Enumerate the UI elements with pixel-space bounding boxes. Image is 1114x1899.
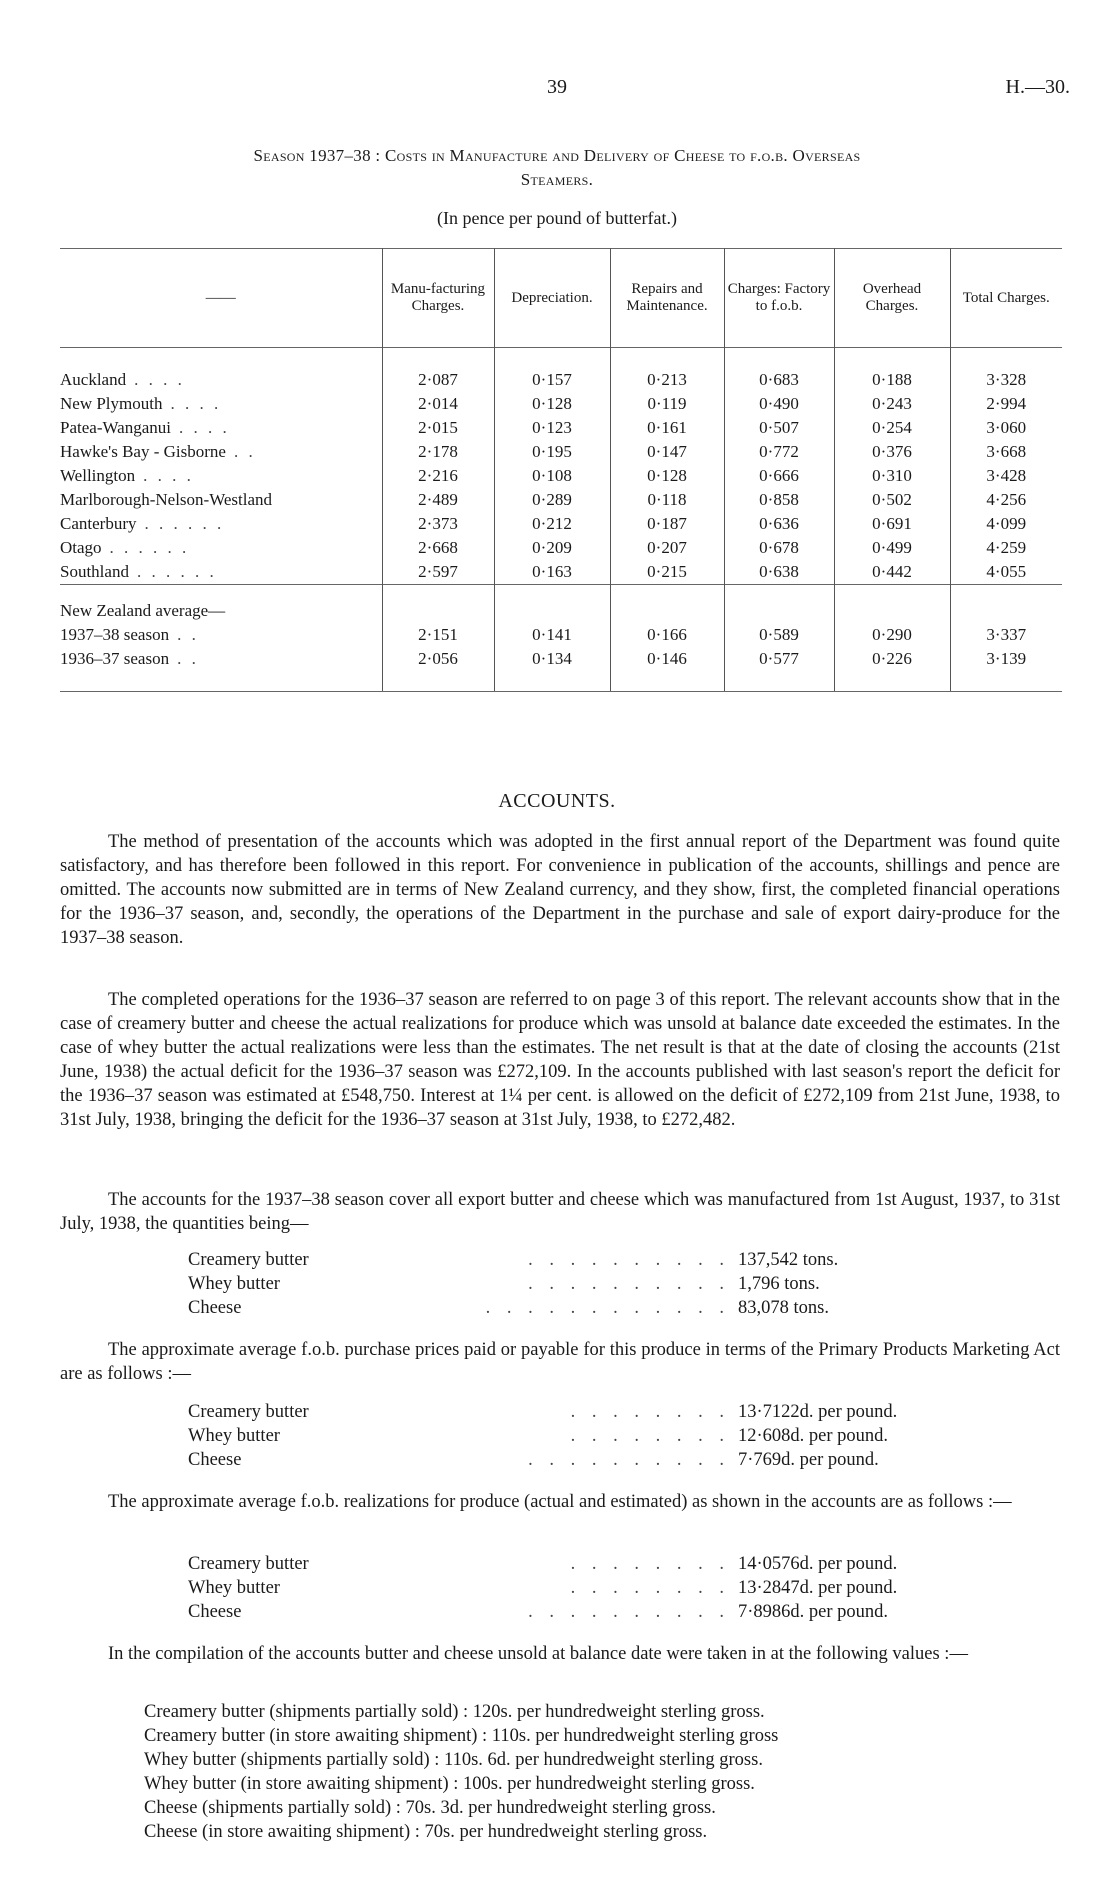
row-label-text: 1937–38 season bbox=[60, 625, 170, 644]
column-header-charges-fob: Charges: Factory to f.o.b. bbox=[724, 249, 834, 348]
row-label bbox=[60, 416, 382, 440]
page-number: 39 bbox=[547, 76, 567, 98]
list-item-dots: . . . . . . . . . . bbox=[528, 1602, 730, 1622]
list-item-dots: . . . . . . . . bbox=[570, 1554, 730, 1574]
table-header-row bbox=[60, 249, 1062, 348]
list-item-value: 14·0576d. per pound. bbox=[738, 1554, 898, 1574]
column-header-district: —— bbox=[205, 289, 236, 306]
table-cell: 0·577 bbox=[724, 647, 834, 692]
table-cell: 0·187 bbox=[610, 512, 724, 536]
accounts-paragraph-2: The completed operations for the 1936–37 season are referred to on page 3 of this report. The relevant accounts show that in the case of creamery butter and cheese the actual realizations for produce which was unsold at balance date exceeded the estimates. In the case of whey butter the actual realizations were less than the estimates. The net result is that at the date of closing the accounts (21st June, 1938) the actual deficit for the 1936–37 season was £272,109. In the accounts published with last season's report the deficit for the 1936–37 season was estimated at £548,750. Interest at 1¼ per cent. is allowed on the deficit of £272,109 from 21st June, 1938, to 31st July, 1938, bringing the deficit for the 1936–37 season at 31st July, 1938, to £272,482. bbox=[60, 990, 1060, 1130]
column-header-overhead: Overhead Charges. bbox=[834, 249, 950, 348]
list-item-value: 1,796 tons. bbox=[738, 1274, 820, 1294]
row-label-text: Wellington bbox=[60, 466, 136, 485]
leader-dots: . . . . bbox=[143, 466, 194, 485]
table-cell: 3·139 bbox=[950, 647, 1062, 692]
table-cell: 0·213 bbox=[610, 348, 724, 393]
row-label bbox=[60, 440, 382, 464]
table-cell: 0·157 bbox=[494, 348, 610, 393]
purchase-prices-list bbox=[188, 1400, 928, 1472]
table-row bbox=[60, 623, 1062, 647]
table-cell: 0·134 bbox=[494, 647, 610, 692]
table-cell: 2·216 bbox=[382, 464, 494, 488]
table-cell: 0·638 bbox=[724, 560, 834, 585]
table-cell: 0·207 bbox=[610, 536, 724, 560]
table-cell: 4·099 bbox=[950, 512, 1062, 536]
table-cell: 0·215 bbox=[610, 560, 724, 585]
table-cell: 2·087 bbox=[382, 348, 494, 393]
list-item-name: Whey butter bbox=[188, 1426, 280, 1446]
row-label-text: 1936–37 season bbox=[60, 649, 170, 668]
leader-dots: . . . . bbox=[134, 370, 185, 389]
row-label-text: Hawke's Bay - Gisborne bbox=[60, 442, 226, 461]
table-cell: 2·489 bbox=[382, 488, 494, 512]
list-item-name: Cheese bbox=[188, 1450, 242, 1470]
list-item-dots: . . . . . . . . . . bbox=[528, 1274, 730, 1294]
list-item-name: Whey butter bbox=[188, 1274, 280, 1294]
table-cell: 2·373 bbox=[382, 512, 494, 536]
table-cell: 0·310 bbox=[834, 464, 950, 488]
list-item-value: 13·2847d. per pound. bbox=[738, 1578, 898, 1598]
leader-dots: . . . . . . bbox=[109, 538, 190, 557]
table-row bbox=[60, 348, 1062, 393]
realizations-list bbox=[188, 1552, 928, 1624]
table-cell: 3·337 bbox=[950, 623, 1062, 647]
table-cell: 0·163 bbox=[494, 560, 610, 585]
accounts-heading: ACCOUNTS. bbox=[498, 790, 616, 812]
table-cell: 0·289 bbox=[494, 488, 610, 512]
table-cell: 0·147 bbox=[610, 440, 724, 464]
row-label-text: Otago bbox=[60, 538, 102, 557]
list-item-name: Whey butter bbox=[188, 1578, 280, 1598]
table-cell: 0·123 bbox=[494, 416, 610, 440]
list-item-dots: . . . . . . . . . . . . bbox=[485, 1298, 730, 1318]
table-row bbox=[60, 416, 1062, 440]
page-header bbox=[0, 76, 1114, 106]
list-item: Whey butter (in store awaiting shipment) : 100s. per hundredweight sterling gross. bbox=[144, 1774, 755, 1794]
accounts-paragraph-5: The approximate average f.o.b. realizations for produce (actual and estimated) as shown in the accounts are as follows :— bbox=[108, 1492, 1012, 1512]
table-cell: 0·243 bbox=[834, 392, 950, 416]
table-cell: 2·056 bbox=[382, 647, 494, 692]
column-header-total: Total Charges. bbox=[950, 249, 1062, 348]
list-item-name: Creamery butter bbox=[188, 1402, 309, 1422]
costs-table bbox=[60, 248, 1062, 692]
average-heading: New Zealand average— bbox=[60, 585, 382, 624]
district-rows bbox=[60, 348, 1062, 585]
row-label bbox=[60, 647, 382, 692]
leader-dots: . . . . . . bbox=[144, 514, 225, 533]
row-label bbox=[60, 536, 382, 560]
list-item-name: Cheese bbox=[188, 1602, 242, 1622]
table-cell: 0·678 bbox=[724, 536, 834, 560]
leader-dots: . . . . . . bbox=[136, 562, 217, 581]
list-item bbox=[188, 1248, 928, 1272]
average-rows bbox=[60, 585, 1062, 624]
table-cell: 3·428 bbox=[950, 464, 1062, 488]
table-cell: 0·691 bbox=[834, 512, 950, 536]
table-cell: 0·209 bbox=[494, 536, 610, 560]
table-cell: 0·683 bbox=[724, 348, 834, 393]
list-item-value: 7·769d. per pound. bbox=[738, 1450, 879, 1470]
row-label bbox=[60, 348, 382, 393]
table-cell: 0·119 bbox=[610, 392, 724, 416]
table-row bbox=[60, 392, 1062, 416]
table-row bbox=[60, 647, 1062, 692]
table-title bbox=[80, 144, 1034, 192]
row-label bbox=[60, 623, 382, 647]
table-cell: 0·108 bbox=[494, 464, 610, 488]
table-cell: 2·178 bbox=[382, 440, 494, 464]
list-item: Cheese (shipments partially sold) : 70s. 3d. per hundredweight sterling gross. bbox=[144, 1798, 716, 1818]
list-item-value: 13·7122d. per pound. bbox=[738, 1402, 898, 1422]
table-cell: 0·507 bbox=[724, 416, 834, 440]
quantities-list bbox=[188, 1248, 928, 1320]
list-item bbox=[188, 1448, 928, 1472]
table-row bbox=[60, 560, 1062, 585]
table-cell: 4·259 bbox=[950, 536, 1062, 560]
table-row bbox=[60, 440, 1062, 464]
list-item: Whey butter (shipments partially sold) : 110s. 6d. per hundredweight sterling gross. bbox=[144, 1750, 763, 1770]
list-item-dots: . . . . . . . . bbox=[570, 1426, 730, 1446]
table-cell: 0·666 bbox=[724, 464, 834, 488]
table-cell: 0·636 bbox=[724, 512, 834, 536]
list-item bbox=[188, 1600, 928, 1624]
column-header-manufacturing: Manu-facturing Charges. bbox=[382, 249, 494, 348]
table-cell: 0·118 bbox=[610, 488, 724, 512]
table-cell: 0·442 bbox=[834, 560, 950, 585]
list-item-value: 83,078 tons. bbox=[738, 1298, 829, 1318]
table-cell: 0·195 bbox=[494, 440, 610, 464]
table-cell: 4·256 bbox=[950, 488, 1062, 512]
accounts-paragraph-4: The approximate average f.o.b. purchase prices paid or payable for this produce in terms of the Primary Products Marketing Act are as follows :— bbox=[60, 1340, 1060, 1384]
table-row bbox=[60, 464, 1062, 488]
table-cell: 3·668 bbox=[950, 440, 1062, 464]
leader-dots: . . . . bbox=[178, 418, 230, 437]
table-cell: 0·161 bbox=[610, 416, 724, 440]
table-cell: 0·772 bbox=[724, 440, 834, 464]
table-cell: 0·490 bbox=[724, 392, 834, 416]
table-row bbox=[60, 512, 1062, 536]
row-label bbox=[60, 488, 382, 512]
table-row bbox=[60, 536, 1062, 560]
list-item-name: Cheese bbox=[188, 1298, 242, 1318]
list-item: Cheese (in store awaiting shipment) : 70s. per hundredweight sterling gross. bbox=[144, 1822, 708, 1842]
row-label-text: Marlborough-Nelson-Westland bbox=[60, 490, 273, 509]
table-cell: 0·226 bbox=[834, 647, 950, 692]
leader-dots: . . . . bbox=[170, 394, 222, 413]
column-header-repairs: Repairs and Maintenance. bbox=[610, 249, 724, 348]
table-cell: 2·014 bbox=[382, 392, 494, 416]
leader-dots: . . bbox=[177, 649, 199, 668]
document-reference: H.—30. bbox=[1005, 76, 1070, 98]
list-item-value: 137,542 tons. bbox=[738, 1250, 839, 1270]
row-label bbox=[60, 464, 382, 488]
table-cell: 2·668 bbox=[382, 536, 494, 560]
row-label-text: Auckland bbox=[60, 370, 127, 389]
accounts-paragraph-6: In the compilation of the accounts butter and cheese unsold at balance date were taken in at the following values :— bbox=[108, 1644, 968, 1664]
list-item-name: Creamery butter bbox=[188, 1250, 309, 1270]
list-item-dots: . . . . . . . . bbox=[570, 1578, 730, 1598]
column-header-depreciation: Depreciation. bbox=[494, 249, 610, 348]
table-subtitle: (In pence per pound of butterfat.) bbox=[437, 208, 677, 228]
list-item: Creamery butter (shipments partially sold) : 120s. per hundredweight sterling gross. bbox=[144, 1702, 765, 1722]
table-cell: 0·128 bbox=[494, 392, 610, 416]
list-item bbox=[188, 1296, 928, 1320]
leader-dots: . . bbox=[177, 625, 199, 644]
list-item-dots: . . . . . . . . . . bbox=[528, 1450, 730, 1470]
list-item-value: 12·608d. per pound. bbox=[738, 1426, 889, 1446]
table-cell: 0·376 bbox=[834, 440, 950, 464]
list-item-dots: . . . . . . . . bbox=[570, 1402, 730, 1422]
average-value-rows bbox=[60, 623, 1062, 692]
table-cell: 0·499 bbox=[834, 536, 950, 560]
accounts-paragraph-1: The method of presentation of the accounts which was adopted in the first annual report of the Department was found quite satisfactory, and has therefore been followed in this report. For convenience in publication of the accounts, shillings and pence are omitted. The accounts now submitted are in terms of New Zealand currency, and they show, first, the completed financial operations for the 1936–37 season, and, secondly, the operations of the Department in the purchase and sale of export dairy-produce for the 1937–38 season. bbox=[60, 832, 1060, 948]
table-cell: 2·015 bbox=[382, 416, 494, 440]
table-row bbox=[60, 488, 1062, 512]
list-item bbox=[188, 1272, 928, 1296]
list-item-dots: . . . . . . . . . . bbox=[528, 1250, 730, 1270]
table-cell: 0·128 bbox=[610, 464, 724, 488]
table-cell: 0·141 bbox=[494, 623, 610, 647]
row-label-text: New Plymouth bbox=[60, 394, 163, 413]
row-label bbox=[60, 392, 382, 416]
list-item bbox=[188, 1576, 928, 1600]
table-title-line1: Season 1937–38 : Costs in Manufacture and Delivery of Cheese to f.o.b. Overseas bbox=[253, 146, 861, 165]
list-item: Creamery butter (in store awaiting shipment) : 110s. per hundredweight sterling gross bbox=[144, 1726, 779, 1746]
row-label-text: Canterbury bbox=[60, 514, 137, 533]
accounts-paragraph-3: The accounts for the 1937–38 season cover all export butter and cheese which was manufactured from 1st August, 1937, to 31st July, 1938, the quantities being— bbox=[60, 1190, 1060, 1234]
list-item bbox=[188, 1400, 928, 1424]
row-label bbox=[60, 512, 382, 536]
row-label bbox=[60, 560, 382, 585]
table-cell: 0·502 bbox=[834, 488, 950, 512]
table-cell: 3·328 bbox=[950, 348, 1062, 393]
table-cell: 3·060 bbox=[950, 416, 1062, 440]
list-item bbox=[188, 1552, 928, 1576]
leader-dots bbox=[272, 490, 280, 509]
list-item-name: Creamery butter bbox=[188, 1554, 309, 1574]
table-cell: 0·146 bbox=[610, 647, 724, 692]
table-cell: 0·254 bbox=[834, 416, 950, 440]
table-cell: 2·151 bbox=[382, 623, 494, 647]
table-cell: 4·055 bbox=[950, 560, 1062, 585]
list-item-value: 7·8986d. per pound. bbox=[738, 1602, 889, 1622]
table-cell: 0·188 bbox=[834, 348, 950, 393]
table-cell: 0·290 bbox=[834, 623, 950, 647]
list-item bbox=[188, 1424, 928, 1448]
table-title-line2: Steamers. bbox=[520, 170, 594, 189]
table-cell: 2·597 bbox=[382, 560, 494, 585]
row-label-text: Patea-Wanganui bbox=[60, 418, 171, 437]
row-label-text: Southland bbox=[60, 562, 129, 581]
table-cell: 0·212 bbox=[494, 512, 610, 536]
average-heading-row bbox=[60, 585, 1062, 624]
table-cell: 0·166 bbox=[610, 623, 724, 647]
table-cell: 2·994 bbox=[950, 392, 1062, 416]
leader-dots: . . bbox=[233, 442, 256, 461]
unsold-values-list bbox=[144, 1700, 1044, 1844]
table-cell: 0·589 bbox=[724, 623, 834, 647]
table-cell: 0·858 bbox=[724, 488, 834, 512]
